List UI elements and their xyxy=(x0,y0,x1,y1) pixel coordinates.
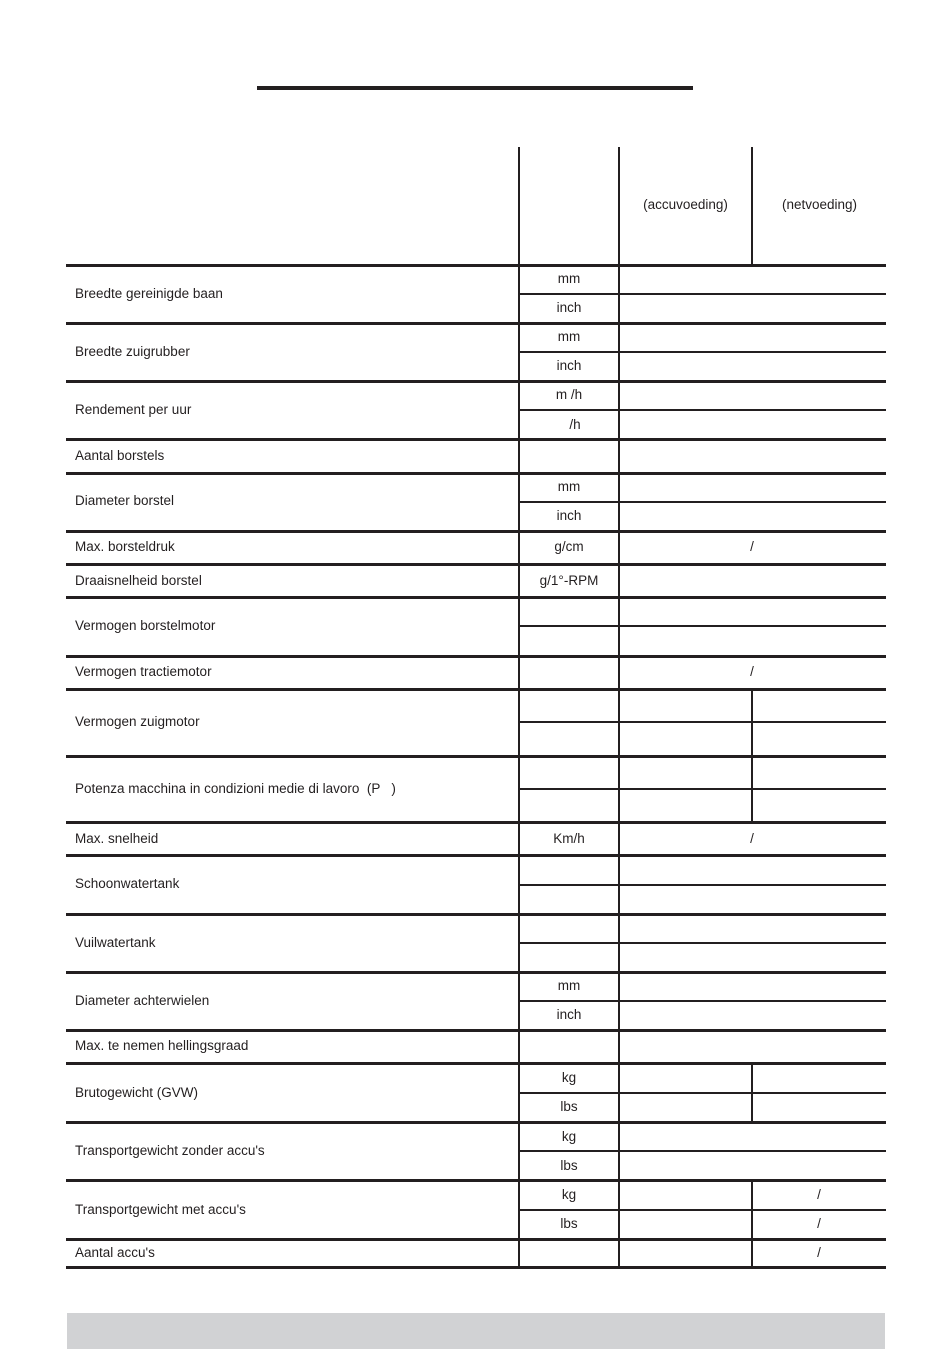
unit: inch xyxy=(556,300,582,315)
row-line xyxy=(66,596,886,599)
row-label: Vermogen zuigmotor xyxy=(75,714,200,729)
row-label: Diameter borstel xyxy=(75,493,175,508)
row-label: Draaisnelheid borstel xyxy=(75,573,202,588)
mains-value: / xyxy=(817,1187,821,1202)
row-label: Transportgewicht zonder accu's xyxy=(75,1143,265,1158)
unit: lbs xyxy=(560,1099,578,1114)
value-separator: / xyxy=(750,539,754,554)
mains-value: / xyxy=(817,1216,821,1231)
sub-row-line xyxy=(518,351,886,353)
row-line xyxy=(66,1121,886,1124)
spec-table xyxy=(66,0,886,1270)
row-line xyxy=(66,655,886,658)
row-line xyxy=(66,854,886,857)
row-label: Vuilwatertank xyxy=(75,935,156,950)
sub-row-line xyxy=(518,293,886,295)
row-label: Max. borsteldruk xyxy=(75,539,175,554)
footer-band xyxy=(67,1313,885,1349)
unit: inch xyxy=(556,508,582,523)
row-label: Vermogen tractiemotor xyxy=(75,664,212,679)
row-label: Max. snelheid xyxy=(75,831,159,846)
mains-value: / xyxy=(817,1245,821,1260)
row-label: Schoonwatertank xyxy=(75,876,180,891)
row-label: Brutogewicht (GVW) xyxy=(75,1085,199,1100)
sub-row-line xyxy=(518,884,886,886)
row-line xyxy=(66,1266,886,1269)
row-label: Max. te nemen hellingsgraad xyxy=(75,1038,249,1053)
unit: mm xyxy=(557,329,581,344)
row-label: Transportgewicht met accu's xyxy=(75,1202,246,1217)
row-line xyxy=(66,322,886,325)
sub-row-line xyxy=(518,1092,886,1094)
header-mains: (netvoeding) xyxy=(781,197,858,212)
value-separator: / xyxy=(750,831,754,846)
row-line xyxy=(66,755,886,758)
unit: mm xyxy=(557,479,581,494)
unit: Km/h xyxy=(553,831,585,846)
sub-row-line xyxy=(518,721,886,723)
unit: inch xyxy=(556,1007,582,1022)
header-battery: (accuvoeding) xyxy=(643,197,728,212)
row-line xyxy=(66,821,886,824)
value-separator: / xyxy=(750,664,754,679)
row-line xyxy=(66,1179,886,1182)
split-divider xyxy=(751,1063,753,1122)
row-label: Breedte gereinigde baan xyxy=(75,286,223,301)
row-line xyxy=(66,1029,886,1032)
header-divider xyxy=(518,147,520,267)
unit: lbs xyxy=(560,1216,578,1231)
row-line xyxy=(66,438,886,441)
sub-row-line xyxy=(518,1150,886,1152)
unit: inch xyxy=(556,358,582,373)
row-line xyxy=(66,688,886,691)
unit: /h xyxy=(569,417,581,432)
row-line xyxy=(66,380,886,383)
split-divider xyxy=(751,689,753,822)
sub-row-line xyxy=(518,1209,886,1211)
row-line xyxy=(66,971,886,974)
unit: mm xyxy=(557,271,581,286)
row-line xyxy=(66,530,886,533)
row-label: Aantal accu's xyxy=(75,1245,155,1260)
row-line xyxy=(66,264,886,267)
row-line xyxy=(66,472,886,475)
unit: g/1°-RPM xyxy=(539,573,599,588)
split-divider xyxy=(751,1180,753,1268)
row-line xyxy=(66,563,886,566)
sub-row-line xyxy=(518,501,886,503)
sub-row-line xyxy=(518,409,886,411)
unit: m /h xyxy=(555,387,583,402)
sub-row-line xyxy=(518,625,886,627)
row-label: Aantal borstels xyxy=(75,448,165,463)
unit: g/cm xyxy=(554,539,584,554)
unit: kg xyxy=(561,1187,577,1202)
sub-row-line xyxy=(518,788,886,790)
row-label: Diameter achterwielen xyxy=(75,993,210,1008)
row-label: Breedte zuigrubber xyxy=(75,344,190,359)
unit-column-divider xyxy=(518,265,520,1268)
unit: lbs xyxy=(560,1158,578,1173)
unit: kg xyxy=(561,1129,577,1144)
row-line xyxy=(66,913,886,916)
row-line xyxy=(66,1062,886,1065)
sub-row-line xyxy=(518,942,886,944)
unit: mm xyxy=(557,978,581,993)
value-column-divider xyxy=(618,265,620,1268)
row-line xyxy=(66,1238,886,1241)
row-label: Vermogen borstelmotor xyxy=(75,618,216,633)
row-label: Potenza macchina in condizioni medie di lavoro (P ) xyxy=(75,781,396,796)
row-label: Rendement per uur xyxy=(75,402,192,417)
unit: kg xyxy=(561,1070,577,1085)
sub-row-line xyxy=(518,1000,886,1002)
